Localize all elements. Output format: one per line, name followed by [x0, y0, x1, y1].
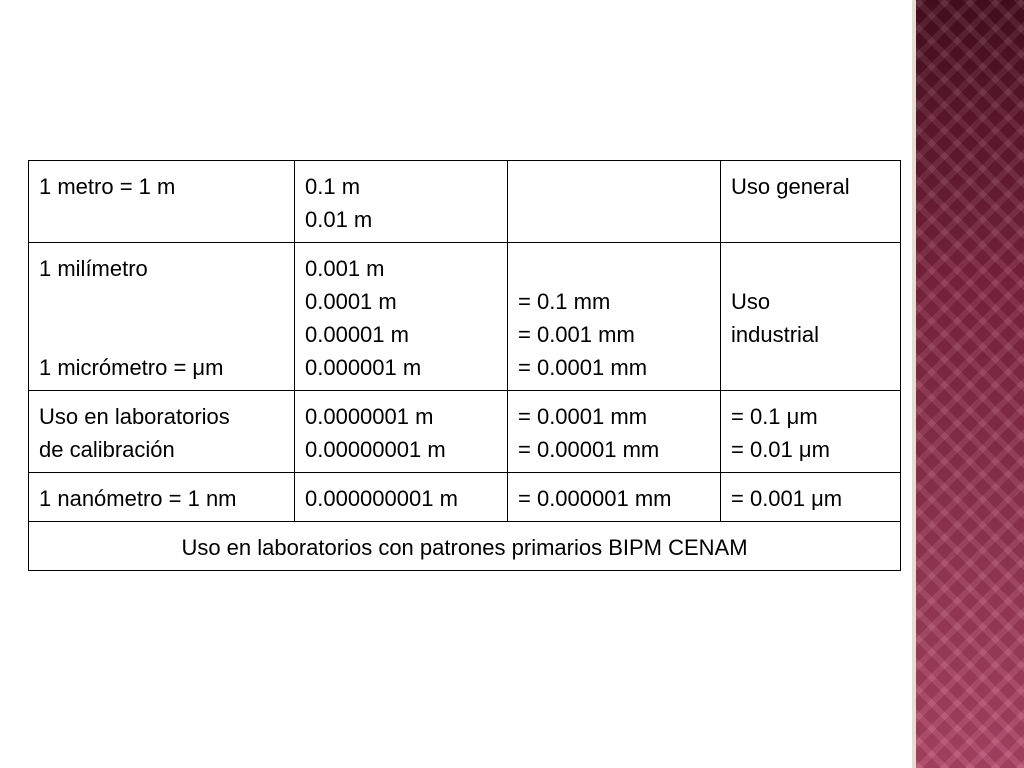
table-cell	[295, 391, 508, 473]
table-cell	[29, 161, 295, 243]
table-cell	[508, 391, 721, 473]
cell-text: 1 milímetro	[39, 256, 148, 281]
cell-text: Uso general	[731, 174, 850, 199]
cell-text: industrial	[731, 322, 820, 347]
table-cell	[295, 243, 508, 391]
table-cell	[29, 391, 295, 473]
cell-text: 0.001 m	[305, 256, 385, 281]
table-cell	[29, 473, 295, 522]
cell-text: 1 metro = 1 m	[39, 174, 176, 199]
cell-text: 0.0000001 m	[305, 404, 434, 429]
table-row	[29, 161, 901, 243]
table-cell	[508, 473, 721, 522]
table-row	[29, 391, 901, 473]
table-cell	[29, 243, 295, 391]
cell-text: 0.01 m	[305, 207, 373, 232]
cell-text: = 0.001 mm	[518, 322, 635, 347]
cell-text: = 0.0001 mm	[518, 404, 648, 429]
cell-text: = 0.01 μm	[731, 437, 830, 462]
table-cell	[721, 243, 901, 391]
cell-text: 0.0001 m	[305, 289, 397, 314]
table-row	[29, 243, 901, 391]
cell-text: 1 micrómetro = μm	[39, 355, 224, 380]
cell-text: de calibración	[39, 437, 175, 462]
cell-text: 1 nanómetro = 1 nm	[39, 486, 237, 511]
table-row	[29, 473, 901, 522]
table-cell	[295, 161, 508, 243]
cell-text: = 0.001 μm	[731, 486, 843, 511]
table-footer-cell: Uso en laboratorios con patrones primarios BIPM CENAM	[29, 522, 901, 571]
table-cell	[508, 243, 721, 391]
cell-text: = 0.0001 mm	[518, 355, 648, 380]
cell-text: 0.00001 m	[305, 322, 409, 347]
cell-text: = 0.1 mm	[518, 289, 611, 314]
cell-text: Uso	[731, 289, 771, 314]
table-cell	[721, 161, 901, 243]
cell-text: Uso en laboratorios	[39, 404, 230, 429]
table-cell	[721, 391, 901, 473]
table-cell	[721, 473, 901, 522]
cell-text: 0.00000001 m	[305, 437, 446, 462]
table-cell	[295, 473, 508, 522]
decorative-side-band	[912, 0, 1024, 768]
cell-text: = 0.00001 mm	[518, 437, 660, 462]
cell-text: 0.000001 m	[305, 355, 422, 380]
cell-text: 0.000000001 m	[305, 486, 458, 511]
cell-text: 0.1 m	[305, 174, 361, 199]
cell-text: = 0.1 μm	[731, 404, 818, 429]
table-footer-row	[29, 522, 901, 571]
cell-text: = 0.000001 mm	[518, 486, 672, 511]
units-table	[28, 160, 901, 571]
table-cell-empty	[508, 161, 721, 243]
